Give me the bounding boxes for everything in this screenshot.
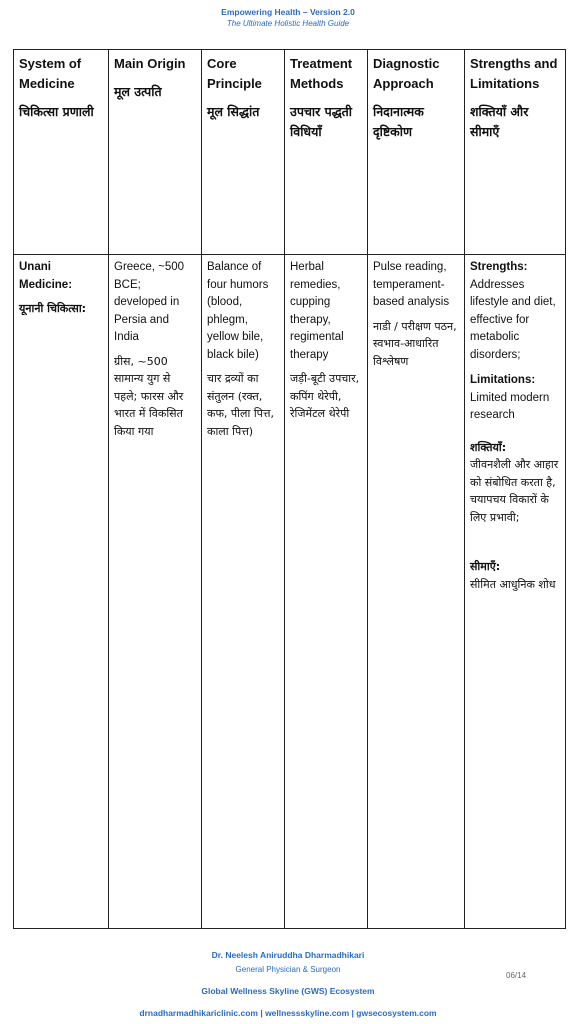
strengths-label: Strengths: (470, 261, 528, 273)
diagnostic-en: Pulse reading, temperament-based analysis (373, 261, 450, 308)
page-number: 06/14 (506, 971, 527, 980)
document-title: Empowering Health – Version 2.0 (221, 7, 355, 17)
cell-treatment (285, 255, 368, 929)
header-origin: Main Origin मूल उत्पति (109, 50, 202, 255)
table-row (14, 255, 566, 929)
diagnostic-hi: नाडी / परीक्षण पठन, स्वभाव-आधारित विश्लेषण (373, 319, 457, 368)
principle-en: Balance of four humors (blood, phlegm, yellow bile, black bile) (207, 261, 269, 361)
header-system: System of Medicine चिकित्सा प्रणाली (14, 50, 109, 255)
header-strengths: Strengths and Limitations शक्तियाँ और सीमाएँ (465, 50, 566, 255)
strengths-label-hi: शक्तियाँ: (470, 440, 507, 454)
limitations-hi: सीमित आधुनिक शोध (470, 577, 556, 591)
strengths-en: Addresses lifestyle and diet, effective for metabolic disorders; (470, 278, 556, 361)
treatment-en: Herbal remedies, cupping therapy, regimental therapy (290, 261, 344, 361)
header-diagnostic: Diagnostic Approach निदानात्मक दृष्टिकोण (368, 50, 465, 255)
author-role: General Physician & Surgeon (235, 965, 341, 974)
ecosystem-name: Global Wellness Skyline (GWS) Ecosystem (201, 986, 375, 996)
website-links[interactable]: drnadharmadhikariclinic.com | wellnessskyline.com | gwsecosystem.com (139, 1008, 437, 1018)
table-header-row (14, 50, 566, 255)
medicine-comparison-table (13, 49, 566, 929)
treatment-hi: जड़ी-बूटी उपचार, कपिंग थेरेपी, रेजिमेंटल थेरेपी (290, 372, 360, 420)
author-name: Dr. Neelesh Aniruddha Dharmadhikari (211, 950, 365, 960)
cell-principle (202, 255, 285, 929)
cell-diagnostic (368, 255, 465, 929)
header-treatment: Treatment Methods उपचार पद्धती विधियाँ (285, 50, 368, 255)
origin-en: Greece, ~500 BCE; developed in Persia and India (114, 261, 185, 343)
origin-hi: ग्रीस, ~500 सामान्य युग से पहले; फारस और भारत में विकसित किया गया (114, 354, 184, 438)
page-header (0, 6, 576, 30)
cell-system (14, 255, 109, 929)
strengths-hi: जीवनशैली और आहार को संबोधित करता है, चयापचय विकारों के लिए प्रभावी; (470, 458, 559, 524)
header-principle: Core Principle मूल सिद्धांत (202, 50, 285, 255)
system-name-hi: यूनानी चिकित्सा: (19, 302, 87, 315)
cell-strengths (465, 255, 566, 929)
document-subtitle: The Ultimate Holistic Health Guide (226, 19, 350, 28)
limitations-label: Limitations: (470, 374, 536, 386)
limitations-label-hi: सीमाएँ: (470, 560, 501, 573)
system-name-en: Unani Medicine: (19, 261, 73, 291)
limitations-en: Limited modern research (470, 391, 550, 421)
principle-hi: चार द्रव्यों का संतुलन (रक्त, कफ, पीला पित्त, काला पित्त) (207, 372, 275, 438)
cell-origin (109, 255, 202, 929)
